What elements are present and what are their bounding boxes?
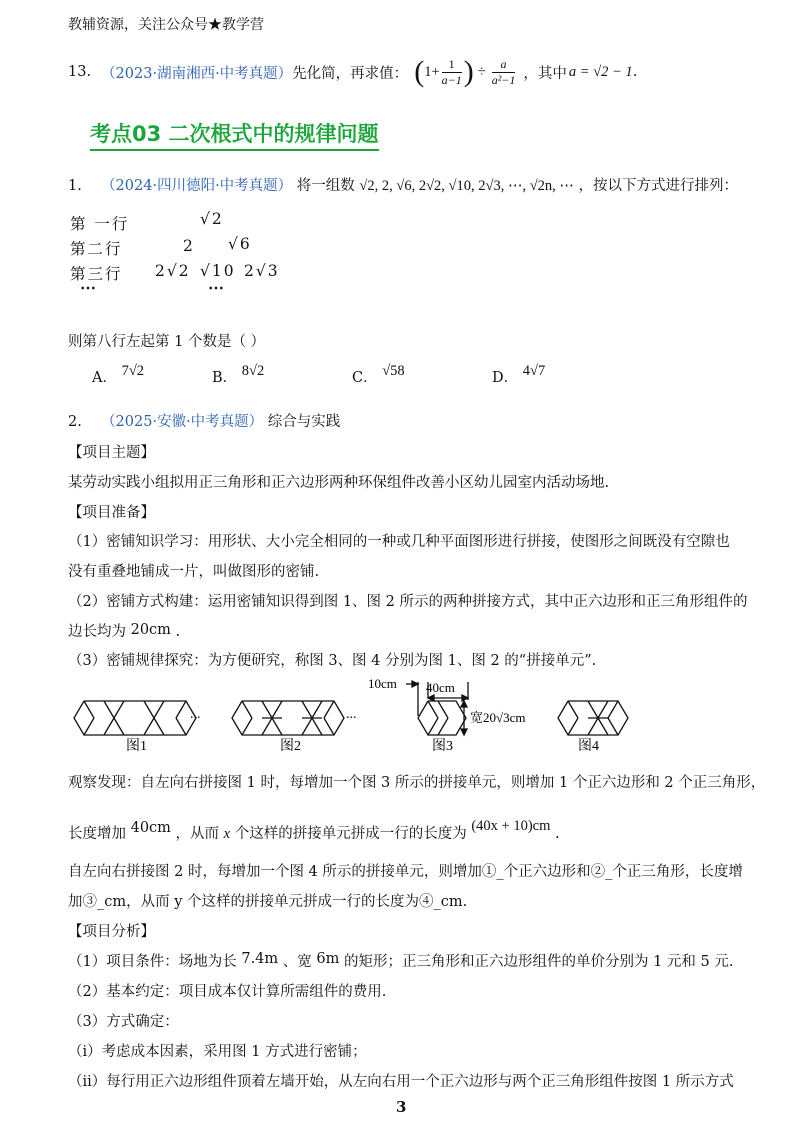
q2-figures — [0, 668, 800, 758]
q2-obs1-b-line — [68, 818, 560, 843]
q1-source: （2024·四川德阳·中考真题） — [101, 178, 293, 194]
figure-3-dim-width: 宽20√3cm — [470, 710, 526, 725]
q2-obs1-a: 观察发现：自左向右拼接图 1 时，每增加一个图 3 所示的拼接单元，则增加 1 个正六边形和 2 个正三角形， — [68, 775, 766, 791]
q2-ana1-wid: 6m — [316, 951, 340, 967]
q1-row-3-label: 第三行 — [70, 265, 123, 283]
q2-line — [68, 410, 340, 431]
q1-option-b-value: 8√2 — [241, 363, 265, 379]
q2-ana1-a: （1）项目条件：场地为长 — [68, 954, 237, 970]
q1-option-c[interactable] — [352, 363, 405, 387]
q1-option-a-value: 7√2 — [121, 363, 145, 379]
figure-3-dim-40: 40cm — [426, 680, 455, 695]
q2-obs1-expr: (40x + 10)cm — [471, 818, 551, 834]
q2-topic: 综合与实践 — [267, 414, 341, 430]
page-number: 3 — [396, 1098, 407, 1116]
q13-one: 1+ — [424, 63, 440, 80]
figure-3-dim-10: 10cm — [368, 676, 397, 691]
q13-frac1-den: a−1 — [441, 72, 462, 87]
q2-ana1-b: 、宽 — [282, 954, 312, 970]
q2-obs1-value: 40cm — [130, 820, 171, 836]
q2-prep2-b-line — [68, 620, 180, 641]
q2-prep2-b: 边长均为 — [68, 624, 126, 640]
q13-frac2-num: a — [500, 56, 507, 71]
figure-1-tiling — [74, 701, 196, 735]
q2-prep2-value: 20cm — [130, 622, 171, 638]
section-title: 考点03 二次根式中的规律问题 — [90, 118, 379, 151]
q13-expression: ( 1+ 1 a−1 ) ÷ a a²−1 — [414, 55, 516, 88]
q1-option-d-letter: D． — [492, 370, 519, 386]
q1-row-1-cell-1: √2 — [200, 210, 224, 228]
q2-prep1-a: （1）密铺知识学习：用形状、大小完全相同的一种或几种平面图形进行拼接，使图形之间既没有空隙也 — [68, 534, 730, 550]
q2-theme-text: 某劳动实践小组拟用正三角形和正六边形两种环保组件改善小区幼儿园室内活动场地. — [68, 475, 610, 491]
q1-row-2-label: 第二行 — [70, 240, 123, 258]
q13-source: （2023·湖南湘西·中考真题） — [101, 65, 293, 82]
q13-condition: ，其中 — [523, 65, 567, 82]
q1-line — [68, 174, 738, 195]
figure-1-label: 图1 — [126, 739, 147, 754]
q2-ana1-c: 的矩形；正三角形和正六边形组件的单价分别为 1 元和 5 元. — [343, 954, 734, 970]
q2-ana1-line — [68, 950, 733, 971]
q1-prompt-a: 将一组数 — [296, 178, 355, 194]
q1-option-d[interactable] — [492, 363, 546, 387]
q1-row-ellipsis-mid: ⋯ — [208, 278, 224, 297]
q2-obs1-var: x — [223, 826, 231, 842]
figure-1-dots: ... — [190, 707, 201, 722]
q1-number: 1. — [68, 178, 82, 194]
q13-divide: ÷ — [477, 63, 486, 80]
figure-2-dots: ... — [346, 707, 357, 722]
q13-end: . — [632, 64, 638, 80]
figure-2-label: 图2 — [280, 739, 301, 754]
q2-prep2-a: （2）密铺方式构建：运用密铺知识得到图 1、图 2 所示的两种拼接方式，其中正六边形和正三角形组件的 — [68, 594, 748, 610]
q13-frac2-den: a²−1 — [491, 72, 516, 87]
q1-row-1-label: 第 一行 — [70, 215, 130, 233]
q2-prep1-b: 没有重叠地铺成一片，叫做图形的密铺. — [68, 564, 320, 580]
header-text: 教辅资源，关注公众号★教学营 — [68, 17, 264, 33]
figure-4-label: 图4 — [578, 739, 599, 754]
q1-sequence: √2, 2, √6, 2√2, √10, 2√3, ⋯, √2n, ⋯ — [359, 178, 574, 194]
q1-option-c-value: √58 — [382, 363, 405, 379]
figure-4-unit — [558, 701, 628, 735]
q1-option-d-value: 4√7 — [522, 363, 546, 379]
q13-frac1-num: 1 — [448, 56, 455, 71]
q13-prompt: 先化简，再求值： — [292, 65, 409, 82]
q2-prep-label: 【项目准备】 — [68, 505, 155, 521]
q13-given: a = √2 − 1 — [568, 63, 633, 80]
q1-row-3-cell-1: 2√2 — [155, 262, 191, 280]
q2-obs1-c: ，从而 — [175, 826, 220, 842]
q2-obs2-b: 加③_cm，从而 y 个这样的拼接单元拼成一行的长度为④_cm. — [68, 894, 468, 910]
q2-prep2-end: . — [175, 624, 181, 640]
q1-row-ellipsis-left: ⋯ — [80, 278, 96, 297]
q1-option-a-letter: A． — [92, 370, 117, 386]
q1-option-a[interactable] — [92, 363, 145, 387]
q13-fraction-2 — [492, 57, 516, 88]
q2-analysis-label: 【项目分析】 — [68, 924, 155, 940]
q2-theme-label: 【项目主题】 — [68, 445, 155, 461]
q2-ana3-ii: （ii）每行用正六边形组件顶着左墙开始，从左向右用一个正六边形与两个正三角形组件按图 1 所示方式 — [68, 1074, 734, 1090]
q1-option-b-letter: B． — [212, 370, 238, 386]
q1-option-b[interactable] — [212, 363, 265, 387]
q2-ana3: （3）方式确定： — [68, 1014, 179, 1030]
q2-number: 2. — [68, 414, 82, 430]
q13-line — [68, 57, 637, 87]
q1-row-3-cell-2: √10 — [200, 262, 236, 280]
q13-number: 13. — [68, 64, 92, 80]
figure-2-tiling — [232, 701, 344, 735]
q2-ana2: （2）基本约定：项目成本仅计算所需组件的费用. — [68, 984, 387, 1000]
q2-obs1-end: . — [554, 826, 560, 842]
q1-option-c-letter: C． — [352, 370, 378, 386]
q1-row-2-cell-1: 2 — [183, 237, 195, 255]
q2-obs1-d: 个这样的拼接单元拼成一行的长度为 — [234, 826, 467, 842]
q1-row-3-cell-3: 2√3 — [244, 262, 280, 280]
q2-ana1-len: 7.4m — [241, 951, 279, 967]
q1-row-2-cell-2: √6 — [228, 235, 252, 253]
q2-obs2-a: 自左向右拼接图 2 时，每增加一个图 4 所示的拼接单元，则增加①_个正六边形和②_个正三角形，长度增 — [68, 864, 743, 880]
figure-3-label: 图3 — [432, 739, 453, 754]
q2-prep3: （3）密铺规律探究：为方便研究，称图 3、图 4 分别为图 1、图 2 的“拼接单元”. — [68, 653, 597, 669]
q2-ana3-i: （i）考虑成本因素，采用图 1 方式进行密铺； — [68, 1044, 367, 1060]
q2-obs1-b: 长度增加 — [68, 826, 126, 842]
q13-fraction-1 — [442, 57, 462, 88]
q2-source: （2025·安徽·中考真题） — [101, 414, 264, 430]
q1-prompt-b: ，按以下方式进行排列： — [578, 178, 739, 194]
q1-question: 则第八行左起第 1 个数是（ ） — [68, 334, 266, 350]
